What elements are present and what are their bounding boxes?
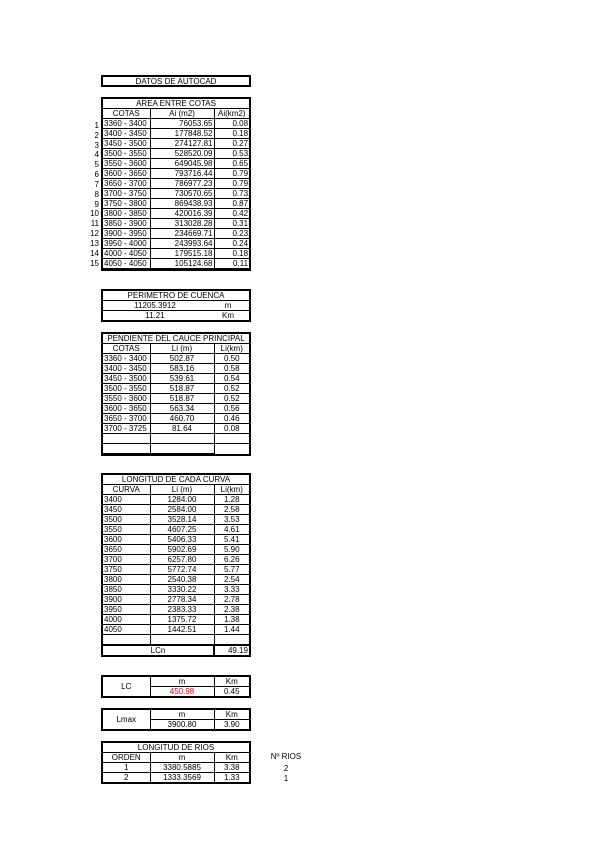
curva-km-cell: 1.38 <box>214 615 249 625</box>
curva-m-cell: 5406.33 <box>150 535 214 545</box>
area-cotas-cell: 4000 - 4050 <box>103 249 150 259</box>
empty-cell <box>103 635 150 646</box>
area-km2-cell: 0.73 <box>214 189 249 199</box>
area-row-number: 5 <box>94 160 99 170</box>
curva-m-cell: 1375.72 <box>150 615 214 625</box>
table-row <box>103 249 249 259</box>
perimetro-unit-km: Km <box>222 311 234 320</box>
area-cotas-cell: 3450 - 3500 <box>103 139 150 149</box>
area-km2-cell: 0.53 <box>214 149 249 159</box>
table-row <box>103 414 249 424</box>
area-header-m2: Ai (m2) <box>150 109 214 119</box>
empty-cell <box>103 434 150 444</box>
curva-km-cell: 4.61 <box>214 525 249 535</box>
curva-title: LONGITUD DE CADA CURVA <box>103 475 249 485</box>
rios-title: LONGITUD DE RIOS <box>103 743 249 753</box>
pendiente-km-cell: 0.52 <box>214 394 249 404</box>
table-row <box>103 159 249 169</box>
curva-curva-cell: 3500 <box>103 515 150 525</box>
curva-curva-cell: 3950 <box>103 605 150 615</box>
area-m2-cell: 274127.81 <box>150 139 214 149</box>
curva-curva-cell: 3450 <box>103 505 150 515</box>
pendiente-km-cell: 0.46 <box>214 414 249 424</box>
rios-side-header: Nº RIOS <box>270 752 302 761</box>
curva-header-m: Li (m) <box>150 485 214 495</box>
table-row <box>103 585 249 595</box>
table-row <box>103 404 249 414</box>
table-row <box>103 555 249 565</box>
perimetro-value-km: 11.21 <box>145 311 165 320</box>
lmax-table <box>101 708 251 731</box>
pendiente-table <box>101 332 251 456</box>
table-row <box>103 565 249 575</box>
area-row-number: 2 <box>94 130 99 140</box>
rios-orden-cell: 2 <box>103 773 150 783</box>
area-m2-cell: 105124.68 <box>150 259 214 269</box>
table-row <box>103 605 249 615</box>
curva-m-cell: 4607.25 <box>150 525 214 535</box>
rios-km-cell: 1.33 <box>223 773 240 782</box>
area-km2-cell: 0.24 <box>214 239 249 249</box>
area-row-number: 12 <box>90 229 99 239</box>
area-row-number: 6 <box>94 170 99 180</box>
curva-curva-cell: 4050 <box>103 625 150 635</box>
curva-m-cell: 2383.33 <box>150 605 214 615</box>
area-title: AREA ENTRE COTAS <box>103 99 249 109</box>
area-m2-cell: 649045.98 <box>150 159 214 169</box>
pendiente-m-cell: 460.70 <box>150 414 214 424</box>
empty-cell <box>214 444 249 454</box>
curva-m-cell: 5902.69 <box>150 545 214 555</box>
table-row <box>103 384 249 394</box>
pendiente-cotas-cell: 3400 - 3450 <box>103 364 150 374</box>
table-row <box>103 169 249 179</box>
table-row-empty <box>103 635 249 646</box>
area-row-number: 4 <box>94 150 99 160</box>
area-km2-cell: 0.79 <box>214 169 249 179</box>
curva-curva-cell: 3850 <box>103 585 150 595</box>
pendiente-m-cell: 502.87 <box>150 354 214 364</box>
lc-header-m: m <box>150 677 214 687</box>
rios-orden-cell: 1 <box>103 763 150 773</box>
rios-table <box>101 741 251 784</box>
lc-value-km: 0.45 <box>223 687 240 696</box>
curva-km-cell: 1.28 <box>214 495 249 505</box>
rios-header-m: m <box>150 753 214 763</box>
area-m2-cell: 313028.28 <box>150 219 214 229</box>
table-row <box>103 129 249 139</box>
table-row <box>103 424 249 434</box>
area-km2-cell: 0.11 <box>214 259 249 269</box>
area-cotas-cell: 3700 - 3750 <box>103 189 150 199</box>
area-km2-cell: 0.42 <box>214 209 249 219</box>
area-km2-cell: 0.65 <box>214 159 249 169</box>
curva-curva-cell: 3750 <box>103 565 150 575</box>
area-km2-cell: 0.31 <box>214 219 249 229</box>
area-cotas-cell: 4050 - 4050 <box>103 259 150 269</box>
area-m2-cell: 869438.93 <box>150 199 214 209</box>
pendiente-m-cell: 518.87 <box>150 394 214 404</box>
area-km2-cell: 0.23 <box>214 229 249 239</box>
curva-header-curva: CURVA <box>103 485 150 495</box>
rios-header-orden: ORDEN <box>103 753 150 763</box>
table-row <box>103 595 249 605</box>
perimetro-value-m: 11205.3912 <box>103 301 207 311</box>
curva-km-cell: 2.38 <box>214 605 249 615</box>
curva-km-cell: 2.54 <box>214 575 249 585</box>
pendiente-cotas-cell: 3700 - 3725 <box>103 424 150 434</box>
table-row <box>103 545 249 555</box>
area-cotas-cell: 3650 - 3700 <box>103 179 150 189</box>
pendiente-km-cell: 0.58 <box>214 364 249 374</box>
curva-curva-cell: 3650 <box>103 545 150 555</box>
table-row <box>103 179 249 189</box>
area-row-number: 1 <box>94 121 99 130</box>
empty-cell <box>150 434 214 444</box>
area-km2-cell: 0.87 <box>214 199 249 209</box>
curva-km-cell: 3.53 <box>214 515 249 525</box>
curva-curva-cell: 3550 <box>103 525 150 535</box>
area-row-number: 7 <box>94 179 99 189</box>
table-row <box>103 495 249 505</box>
longitud-curva-table <box>101 473 251 657</box>
area-header-km2: Ai(km2) <box>214 109 249 119</box>
pendiente-cotas-cell: 3550 - 3600 <box>103 394 150 404</box>
table-row <box>103 189 249 199</box>
curva-m-cell: 6257.80 <box>150 555 214 565</box>
area-cotas-cell: 3900 - 3950 <box>103 229 150 239</box>
table-row <box>103 505 249 515</box>
table-row <box>103 525 249 535</box>
table-row <box>103 259 249 269</box>
lc-label: LC <box>103 677 150 696</box>
empty-cell <box>214 635 249 646</box>
table-row <box>103 209 249 219</box>
table-row <box>103 219 249 229</box>
datos-autocad-title: DATOS DE AUTOCAD <box>101 75 251 87</box>
curva-total-value: 49.19 <box>214 645 249 655</box>
table-row <box>103 575 249 585</box>
pendiente-cotas-cell: 3360 - 3400 <box>103 354 150 364</box>
curva-m-cell: 1442.51 <box>150 625 214 635</box>
curva-curva-cell: 3800 <box>103 575 150 585</box>
pendiente-m-cell: 81.64 <box>150 424 214 434</box>
curva-header-km: Li(km) <box>214 485 249 495</box>
pendiente-cotas-cell: 3500 - 3550 <box>103 384 150 394</box>
table-row <box>103 394 249 404</box>
area-cotas-cell: 3400 - 3450 <box>103 129 150 139</box>
curva-m-cell: 3528.14 <box>150 515 214 525</box>
lmax-value-km: 3.90 <box>223 720 240 729</box>
lmax-header-m: m <box>150 710 214 720</box>
area-m2-cell: 793716.44 <box>150 169 214 179</box>
area-row-number: 3 <box>94 140 99 150</box>
area-cotas-cell: 3850 - 3900 <box>103 219 150 229</box>
table-row <box>103 354 249 364</box>
rios-m-cell: 3380.5885 <box>150 763 214 773</box>
pendiente-km-cell: 0.54 <box>214 374 249 384</box>
area-cotas-cell: 3950 - 4000 <box>103 239 150 249</box>
area-km2-cell: 0.79 <box>214 179 249 189</box>
table-row <box>103 625 249 635</box>
area-km2-cell: 0.08 <box>214 119 249 129</box>
pendiente-km-cell: 0.56 <box>214 404 249 414</box>
table-row-empty <box>103 434 249 444</box>
area-table <box>101 97 251 271</box>
area-km2-cell: 0.18 <box>214 249 249 259</box>
pendiente-cotas-cell: 3650 - 3700 <box>103 414 150 424</box>
perimetro-unit-m: m <box>207 301 249 311</box>
area-row-number: 10 <box>90 209 99 219</box>
rios-header-km: Km <box>214 753 249 763</box>
pendiente-km-cell: 0.50 <box>214 354 249 364</box>
lmax-value-m: 3900.80 <box>150 720 214 730</box>
table-row <box>103 119 249 129</box>
curva-km-cell: 2.58 <box>214 505 249 515</box>
table-row <box>103 229 249 239</box>
curva-m-cell: 2584.00 <box>150 505 214 515</box>
curva-curva-cell: 4000 <box>103 615 150 625</box>
curva-curva-cell: 3700 <box>103 555 150 565</box>
lc-value-m: 450.98 <box>150 687 214 697</box>
area-km2-cell: 0.27 <box>214 139 249 149</box>
area-row-number: 13 <box>90 238 99 248</box>
area-m2-cell: 528520.09 <box>150 149 214 159</box>
lc-header-km: Km <box>214 677 249 687</box>
pendiente-km-cell: 0.52 <box>214 384 249 394</box>
area-cotas-cell: 3550 - 3600 <box>103 159 150 169</box>
pendiente-m-cell: 563.34 <box>150 404 214 414</box>
curva-km-cell: 1.44 <box>214 625 249 635</box>
empty-cell <box>150 635 214 646</box>
area-row-number: 14 <box>90 248 99 258</box>
area-m2-cell: 730570.65 <box>150 189 214 199</box>
table-row <box>103 199 249 209</box>
pendiente-header-km: Li(km) <box>214 344 249 354</box>
pendiente-m-cell: 539.61 <box>150 374 214 384</box>
curva-km-cell: 5.77 <box>214 565 249 575</box>
rios-count: 2 <box>283 764 289 773</box>
area-km2-cell: 0.18 <box>214 129 249 139</box>
table-row <box>103 535 249 545</box>
area-cotas-cell: 3600 - 3650 <box>103 169 150 179</box>
curva-curva-cell: 3600 <box>103 535 150 545</box>
curva-m-cell: 2778.34 <box>150 595 214 605</box>
perimetro-table <box>101 289 251 322</box>
curva-total-row <box>103 645 249 655</box>
area-m2-cell: 786977.23 <box>150 179 214 189</box>
table-row <box>103 149 249 159</box>
area-header-cotas: COTAS <box>103 109 150 119</box>
table-row <box>103 515 249 525</box>
area-cotas-cell: 3500 - 3550 <box>103 149 150 159</box>
area-m2-cell: 420016.39 <box>150 209 214 219</box>
rios-count: 1 <box>283 774 289 783</box>
empty-cell <box>150 444 214 454</box>
curva-m-cell: 1284.00 <box>150 495 214 505</box>
table-row <box>103 763 249 773</box>
area-m2-cell: 234669.71 <box>150 229 214 239</box>
area-m2-cell: 76053.65 <box>150 119 214 129</box>
area-cotas-cell: 3750 - 3800 <box>103 199 150 209</box>
area-row-number: 9 <box>94 199 99 209</box>
curva-km-cell: 3.33 <box>214 585 249 595</box>
area-m2-cell: 179515.18 <box>150 249 214 259</box>
pendiente-m-cell: 583.16 <box>150 364 214 374</box>
empty-cell <box>214 434 249 444</box>
curva-km-cell: 6.26 <box>214 555 249 565</box>
curva-curva-cell: 3900 <box>103 595 150 605</box>
curva-curva-cell: 3400 <box>103 495 150 505</box>
area-row-number: 15 <box>90 258 99 268</box>
rios-km-cell: 3.38 <box>214 763 249 773</box>
table-row <box>103 615 249 625</box>
table-row-empty <box>103 444 249 454</box>
table-row <box>103 374 249 384</box>
curva-m-cell: 2540.38 <box>150 575 214 585</box>
rios-m-cell: 1333.3569 <box>150 773 214 783</box>
perimetro-title: PERIMETRO DE CUENCA <box>103 291 249 301</box>
area-cotas-cell: 3800 - 3850 <box>103 209 150 219</box>
curva-km-cell: 2.78 <box>214 595 249 605</box>
lmax-label: Lmax <box>103 710 150 729</box>
table-row <box>103 139 249 149</box>
pendiente-km-cell: 0.08 <box>214 424 249 434</box>
curva-m-cell: 3330.22 <box>150 585 214 595</box>
area-cotas-cell: 3360 - 3400 <box>103 119 150 129</box>
pendiente-cotas-cell: 3600 - 3650 <box>103 404 150 414</box>
lmax-header-km: Km <box>214 710 249 720</box>
pendiente-header-m: Li (m) <box>150 344 214 354</box>
area-row-number: 11 <box>90 219 99 229</box>
table-row <box>103 773 249 783</box>
lc-table <box>101 675 251 698</box>
pendiente-m-cell: 518.87 <box>150 384 214 394</box>
area-m2-cell: 177848.52 <box>150 129 214 139</box>
curva-km-cell: 5.90 <box>214 545 249 555</box>
area-m2-cell: 243993.64 <box>150 239 214 249</box>
pendiente-header-cotas: COTAS <box>103 344 150 354</box>
curva-km-cell: 5.41 <box>214 535 249 545</box>
curva-total-label: LCn <box>103 645 214 655</box>
empty-cell <box>103 444 150 454</box>
table-row <box>103 239 249 249</box>
table-row <box>103 364 249 374</box>
area-row-number: 8 <box>94 189 99 199</box>
curva-m-cell: 5772.74 <box>150 565 214 575</box>
pendiente-title: PENDIENTE DEL CAUCE PRINCIPAL <box>103 334 249 344</box>
pendiente-cotas-cell: 3450 - 3500 <box>103 374 150 384</box>
